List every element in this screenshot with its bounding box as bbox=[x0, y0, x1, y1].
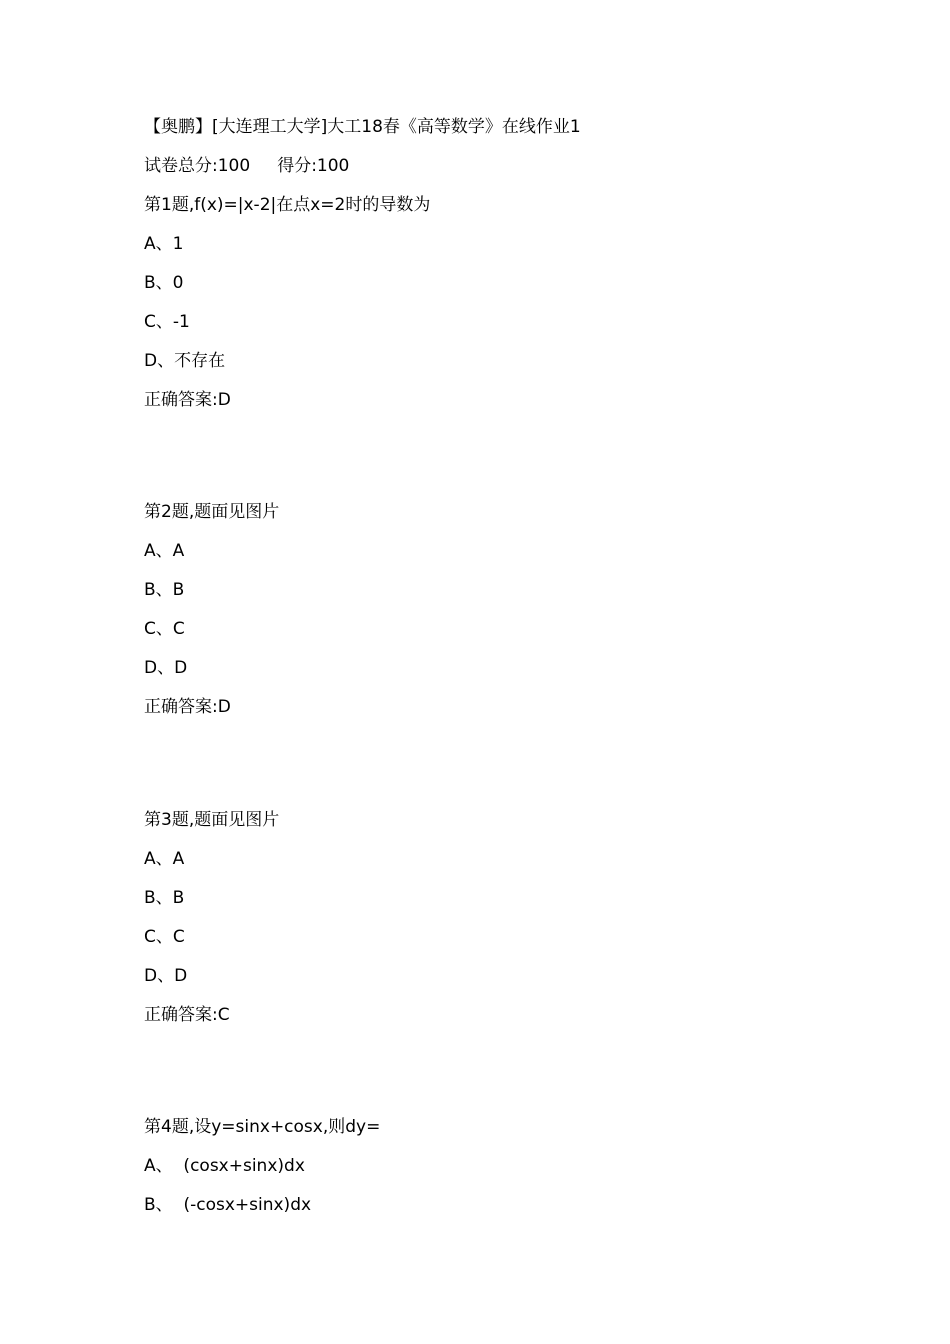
question-3-answer: 正确答案:C bbox=[144, 1005, 230, 1025]
question-2-option-b: B、B bbox=[144, 580, 185, 600]
question-3-option-b: B、B bbox=[144, 888, 185, 908]
score-line: 试卷总分:100 得分:100 bbox=[144, 156, 350, 176]
question-4-option-a: A、 (cosx+sinx)dx bbox=[144, 1156, 305, 1176]
question-4-option-b: B、 (-cosx+sinx)dx bbox=[144, 1195, 312, 1215]
question-2-stem: 第2题,题面见图片 bbox=[144, 502, 280, 522]
question-1-option-d: D、不存在 bbox=[144, 351, 226, 371]
question-3-option-a: A、A bbox=[144, 849, 185, 869]
question-2-option-c: C、C bbox=[144, 619, 185, 639]
question-1-stem: 第1题,f(x)=|x-2|在点x=2时的导数为 bbox=[144, 195, 431, 215]
question-3-option-d: D、D bbox=[144, 966, 188, 986]
question-2-option-d: D、D bbox=[144, 658, 188, 678]
question-4-stem: 第4题,设y=sinx+cosx,则dy= bbox=[144, 1117, 381, 1137]
question-1-option-a: A、1 bbox=[144, 234, 184, 254]
document-title: 【奥鹏】[大连理工大学]大工18春《高等数学》在线作业1 bbox=[144, 117, 581, 137]
question-1-option-b: B、0 bbox=[144, 273, 184, 293]
question-3-stem: 第3题,题面见图片 bbox=[144, 810, 280, 830]
question-3-option-c: C、C bbox=[144, 927, 185, 947]
question-1-answer: 正确答案:D bbox=[144, 390, 231, 410]
question-2-option-a: A、A bbox=[144, 541, 185, 561]
question-1-option-c: C、-1 bbox=[144, 312, 190, 332]
question-2-answer: 正确答案:D bbox=[144, 697, 231, 717]
